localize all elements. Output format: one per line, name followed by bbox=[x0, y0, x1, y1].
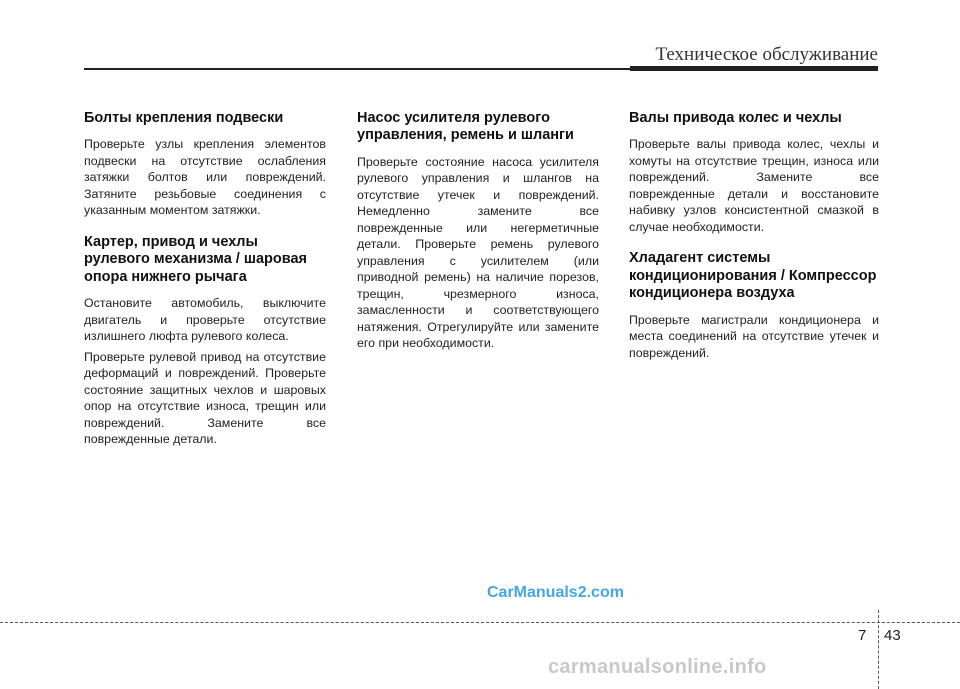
watermark-link[interactable]: CarManuals2.com bbox=[487, 584, 624, 601]
section-heading: Болты крепления подвески bbox=[84, 110, 284, 126]
header-rule-accent bbox=[630, 66, 878, 71]
section-paragraph: Проверьте узлы крепления элементов подвески на отсутствие ослабления затяжки болтов или повреждений. Затяните резьбовые соединения с указанным моментом затяжки. bbox=[84, 137, 326, 218]
text-column-2 bbox=[357, 110, 599, 367]
text-column-1 bbox=[84, 110, 326, 463]
text-column-3 bbox=[629, 110, 879, 376]
page-number: 43 bbox=[884, 627, 901, 644]
section-paragraph: Проверьте магистрали кондиционера и места соединений на отсутствие утечек и повреждений. bbox=[629, 312, 879, 360]
chapter-number: 7 bbox=[858, 627, 867, 644]
section-drive-shafts bbox=[629, 110, 879, 235]
section-paragraph: Проверьте рулевой привод на отсутствие деформаций и повреждений. Проверьте состояние защитных чехлов и шаровых опор на отсутствие износа, трещин или повреждений. Замените все поврежденные детали. bbox=[84, 349, 326, 447]
section-paragraph: Проверьте валы привода колес, чехлы и хомуты на отсутствие трещин, износа или повреждений. Замените все поврежденные детали и восстановите набивку узлов консистентной смазкой в случае необходимости. bbox=[629, 137, 879, 234]
section-paragraph: Остановите автомобиль, выключите двигатель и проверьте отсутствие излишнего люфта рулевого колеса. bbox=[84, 296, 326, 344]
page-header-title: Техническое обслуживание bbox=[655, 44, 878, 65]
section-heading: Картер, привод и чехлы рулевого механизма / шаровая опора нижнего рычага bbox=[84, 233, 307, 285]
section-ac-refrigerant bbox=[629, 250, 879, 361]
section-power-steering-pump bbox=[357, 110, 599, 352]
section-heading: Валы привода колес и чехлы bbox=[629, 110, 842, 126]
section-suspension-bolts bbox=[84, 110, 326, 219]
section-steering-gear bbox=[84, 234, 326, 448]
footer-divider-vertical bbox=[878, 610, 879, 689]
section-heading: Хладагент системы кондиционирования / Компрессор кондиционера воздуха bbox=[629, 250, 877, 302]
watermark-text: carmanualsonline.info bbox=[548, 656, 767, 678]
section-heading: Насос усилителя рулевого управления, ремень и шланги bbox=[357, 110, 574, 144]
header-rule bbox=[84, 68, 630, 70]
section-paragraph: Проверьте состояние насоса усилителя рулевого управления и шлангов на отсутствие утечек и повреждений. Немедленно замените все поврежденные или негерметичные детали. Проверьте ремень рулевого управления с усилителем (или приводной ремень) на наличие порезов, трещин, чрезмерного износа, замасленности и соответствующего натяжения. Отрегулируйте или замените его при необходимости. bbox=[357, 154, 599, 351]
footer-divider bbox=[0, 622, 960, 623]
